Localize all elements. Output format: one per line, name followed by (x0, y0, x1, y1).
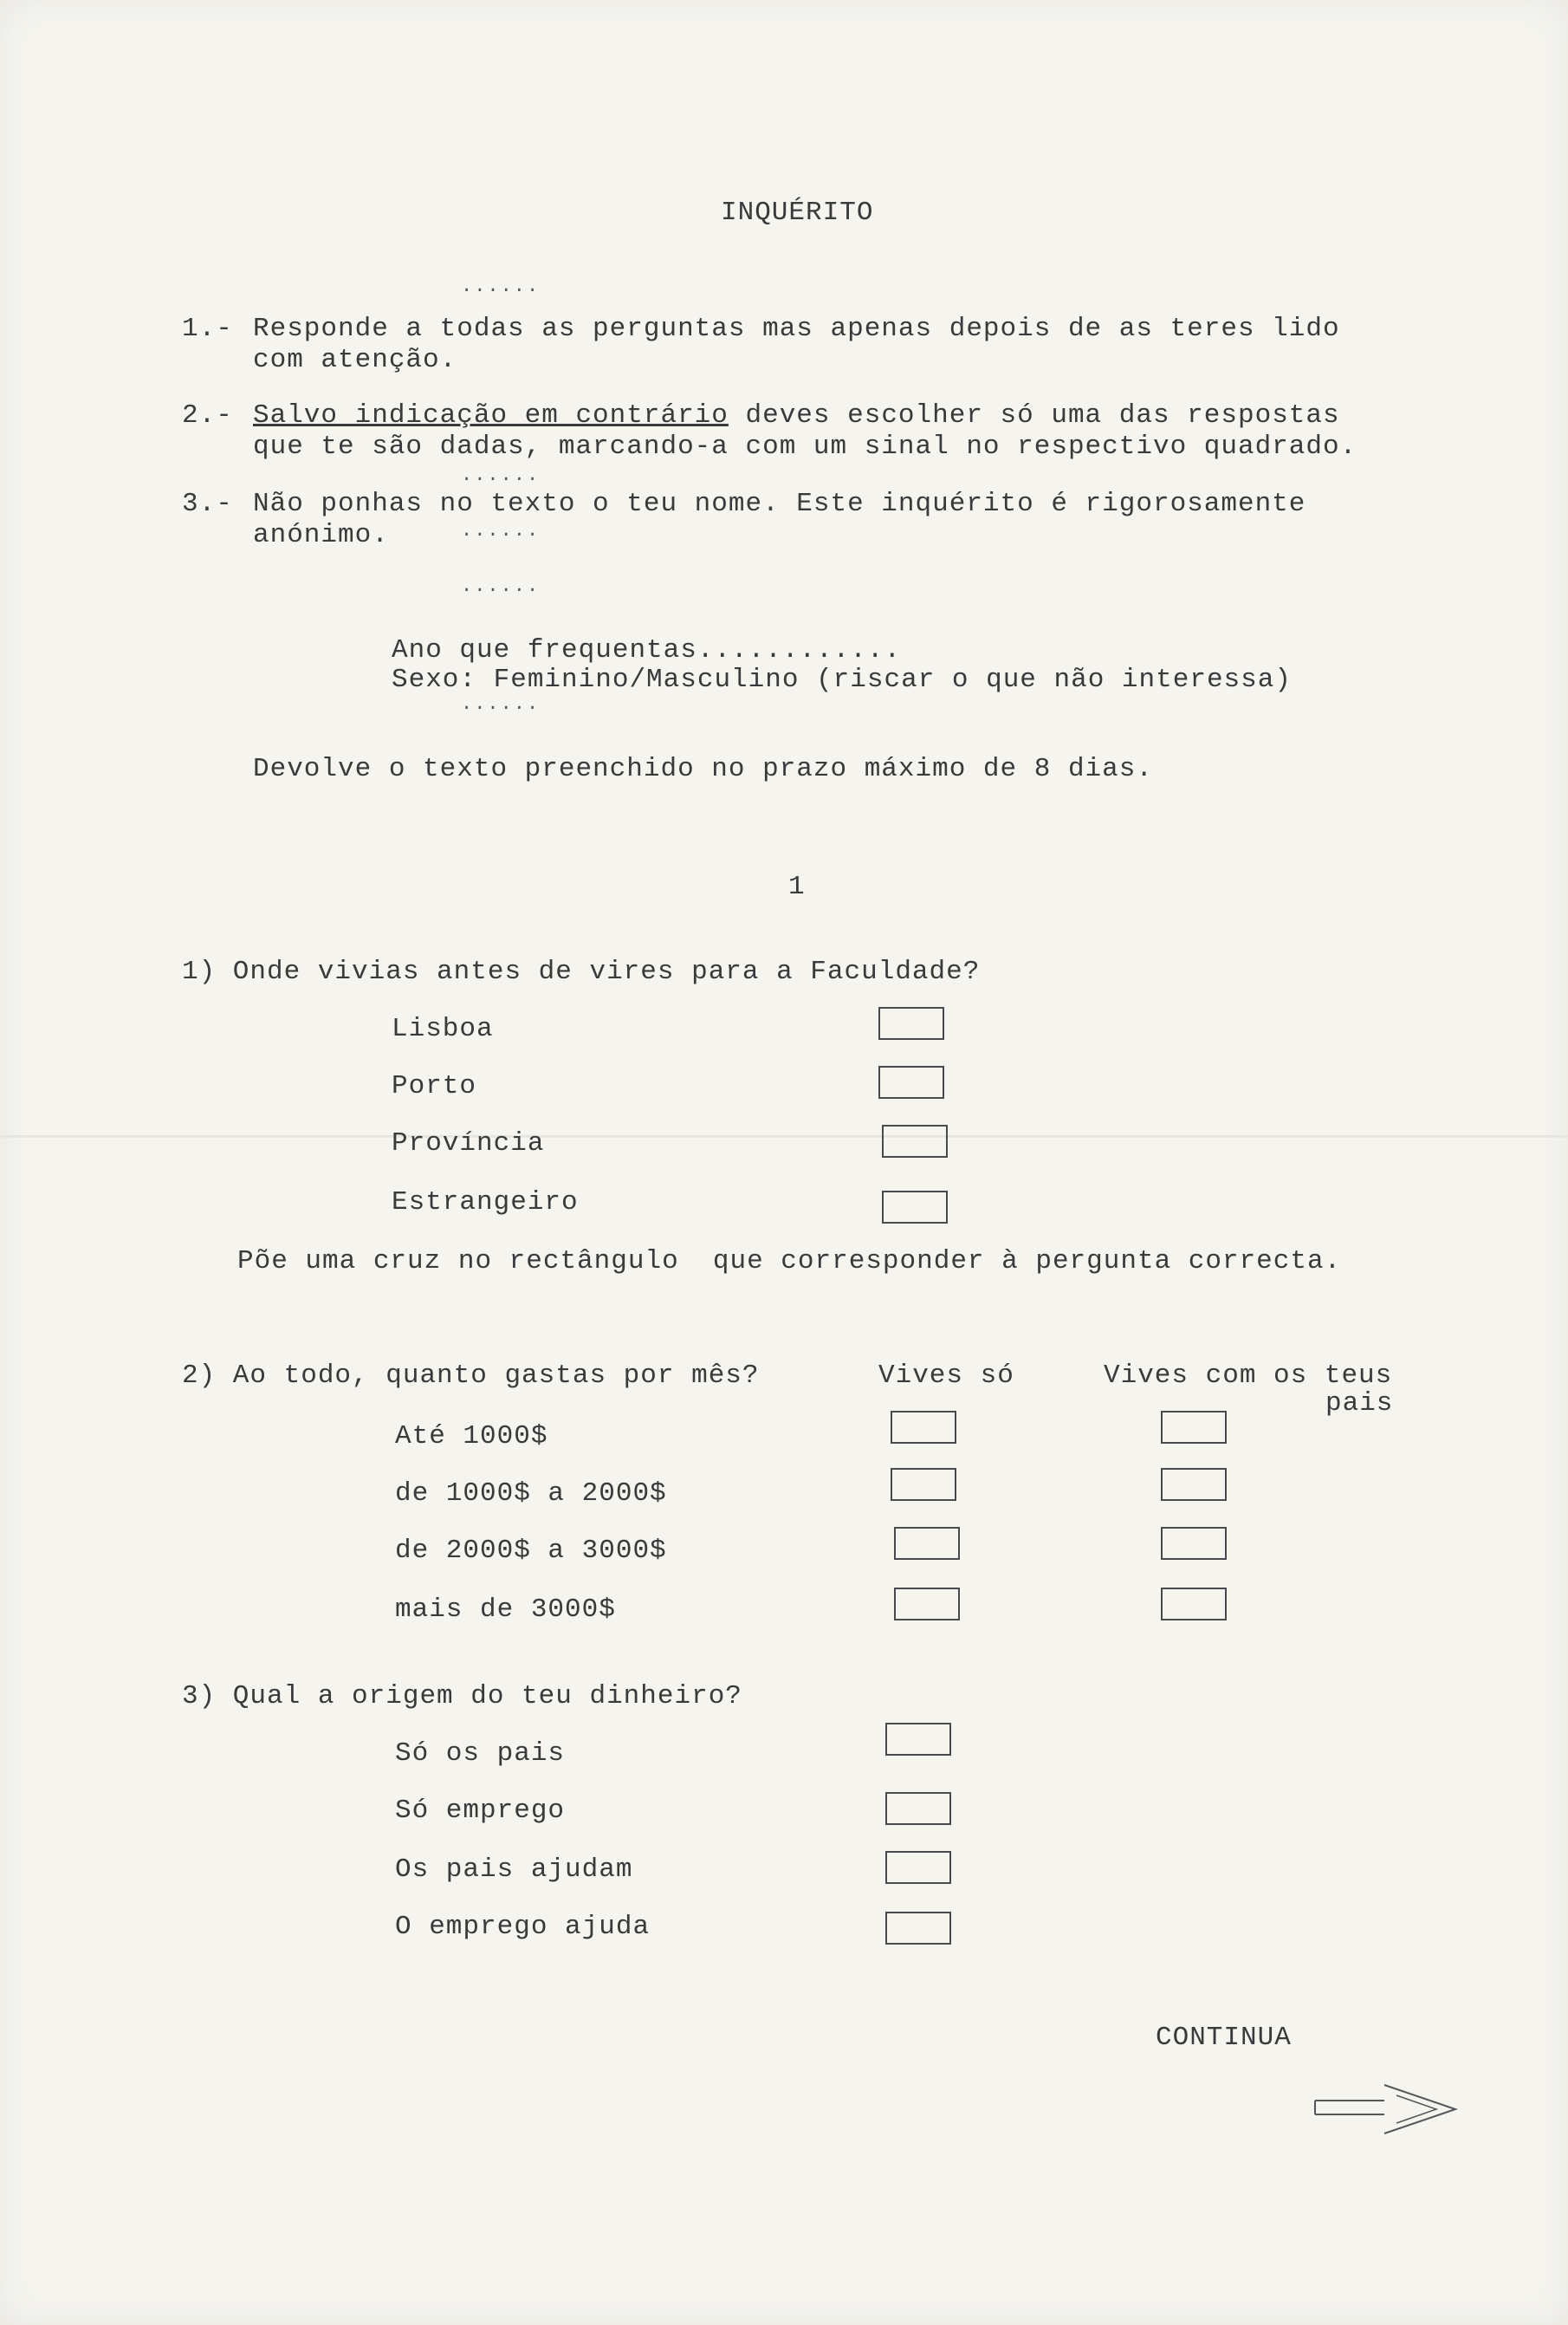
q2-checkbox-alone-3[interactable] (894, 1527, 960, 1560)
year-field-line[interactable]: Ano que frequentas............ (392, 635, 902, 666)
paper-fold (0, 1135, 1568, 1138)
dots-separator: ...... (461, 693, 541, 715)
q3-checkbox-only-job[interactable] (885, 1792, 951, 1825)
q2-checkbox-parents-2[interactable] (1161, 1468, 1227, 1501)
instruction-2-line1 (253, 400, 1340, 431)
q3-checkbox-only-parents[interactable] (885, 1723, 951, 1756)
q2-checkbox-parents-3[interactable] (1161, 1527, 1227, 1560)
page-title: INQUÉRITO (721, 198, 874, 228)
instruction-3-line2: anónimo. (253, 520, 389, 550)
instruction-3-number: 3.- (182, 489, 233, 519)
page-number: 1 (788, 872, 806, 902)
q1-option-label: Porto (392, 1071, 477, 1101)
dots-separator: ...... (461, 575, 541, 597)
instruction-1-line1: Responde a todas as perguntas mas apenas depois de as teres lido (253, 314, 1340, 344)
dots-separator: ...... (461, 520, 541, 542)
q2-option-label: de 1000$ a 2000$ (395, 1478, 667, 1509)
instruction-2-rest: deves escolher só uma das respostas (728, 400, 1340, 431)
q3-option-label: Os pais ajudam (395, 1854, 633, 1885)
q1-checkbox-porto[interactable] (878, 1066, 944, 1099)
instruction-2-number: 2.- (182, 400, 233, 431)
q2-checkbox-parents-1[interactable] (1161, 1411, 1227, 1444)
q3-checkbox-parents-help[interactable] (885, 1851, 951, 1884)
q3-option-label: O emprego ajuda (395, 1912, 651, 1942)
sex-field-line[interactable]: Sexo: Feminino/Masculino (riscar o que não interessa) (392, 665, 1292, 695)
q2-column-header-with-parents: Vives com os teus (1104, 1361, 1393, 1391)
instruction-2-emphasis: Salvo indicação em contrário (253, 400, 729, 431)
instruction-2-line2: que te são dadas, marcando-a com um sinal no respectivo quadrado. (253, 432, 1357, 462)
q1-checkbox-provincia[interactable] (882, 1125, 948, 1158)
q1-instruction-note: Põe uma cruz no rectângulo que corresponder à pergunta correcta. (237, 1246, 1342, 1276)
q3-option-label: Só emprego (395, 1796, 566, 1826)
return-deadline-note: Devolve o texto preenchido no prazo máximo de 8 dias. (253, 754, 1153, 784)
q2-checkbox-alone-2[interactable] (891, 1468, 956, 1501)
q2-checkbox-parents-4[interactable] (1161, 1588, 1227, 1620)
dots-separator: ...... (461, 464, 541, 486)
q2-checkbox-alone-4[interactable] (894, 1588, 960, 1620)
dots-separator: ...... (461, 276, 541, 297)
q3-checkbox-job-helps[interactable] (885, 1912, 951, 1945)
q3-question: 3) Qual a origem do teu dinheiro? (182, 1681, 742, 1711)
continue-label[interactable]: CONTINUA (1156, 2023, 1292, 2053)
q1-option-label: Província (392, 1128, 545, 1159)
instruction-1-line2: com atenção. (253, 345, 457, 375)
q2-option-label: Até 1000$ (395, 1421, 548, 1452)
q1-option-label: Estrangeiro (392, 1187, 579, 1218)
q2-column-header-with-parents-2: pais (1325, 1388, 1394, 1419)
q1-question: 1) Onde vivias antes de vires para a Faculdade? (182, 957, 981, 987)
instruction-1-number: 1.- (182, 314, 233, 344)
q3-option-label: Só os pais (395, 1738, 566, 1769)
q2-option-label: mais de 3000$ (395, 1594, 616, 1625)
q1-checkbox-estrangeiro[interactable] (882, 1191, 948, 1224)
q2-column-header-alone: Vives só (878, 1361, 1014, 1391)
q2-checkbox-alone-1[interactable] (891, 1411, 956, 1444)
arrow-right-icon[interactable] (1310, 2080, 1466, 2140)
q2-question: 2) Ao todo, quanto gastas por mês? (182, 1361, 760, 1391)
q2-option-label: de 2000$ a 3000$ (395, 1536, 667, 1566)
instruction-3-line1: Não ponhas no texto o teu nome. Este inquérito é rigorosamente (253, 489, 1306, 519)
q1-checkbox-lisboa[interactable] (878, 1007, 944, 1040)
q1-option-label: Lisboa (392, 1014, 494, 1044)
